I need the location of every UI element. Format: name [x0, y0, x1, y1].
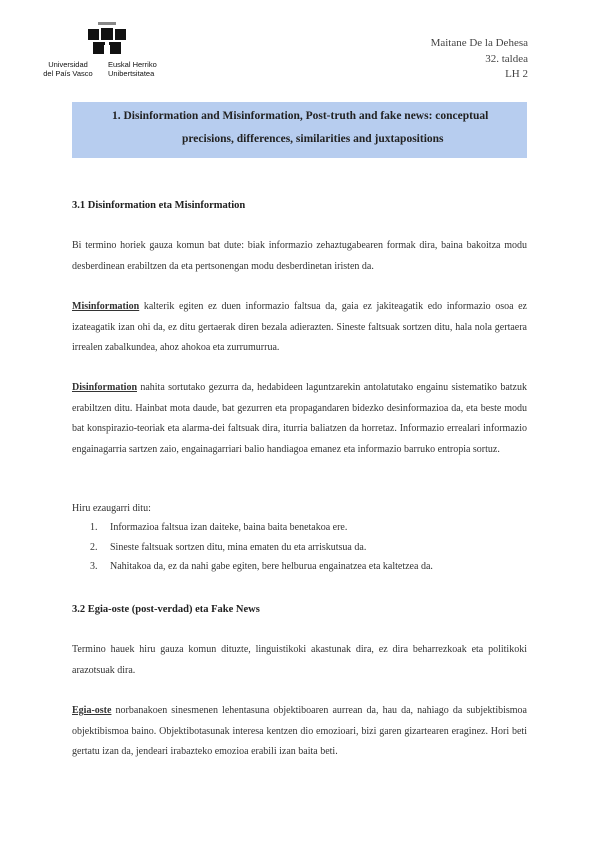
section-title-box — [72, 102, 527, 158]
university-name-es: Universidad del País Vasco — [43, 60, 93, 78]
course-label: LH 2 — [505, 68, 528, 80]
title-line-1: 1. Disinformation and Misinformation, Post-truth and fake news: conceptual — [112, 110, 489, 122]
heading-3-2: 3.2 Egia-oste (post-verdad) eta Fake News — [72, 604, 260, 615]
header-info — [431, 36, 528, 83]
paragraph-egia-oste: Egia-oste norbanakoen sinesmenen lehentasuna objektiboaren aurrean da, hau da, nahiago da subjektibismoa objektibismoa baino. Objektibotasunak interesa kentzen dio emozioari, bizi garen gizartearen eraginez. Hori beti gertatu izan da, jendeari irabazteko emozioa erabili izan baita beti. — [72, 705, 527, 757]
university-name-eu: Euskal Herriko Unibertsitatea — [108, 60, 157, 78]
term-egia-oste: Egia-oste — [72, 705, 112, 716]
title-line-2: precisions, differences, similarities and juxtapositions — [182, 133, 444, 145]
group-label: 32. taldea — [485, 52, 528, 65]
author-name: Maitane De la Dehesa — [430, 37, 528, 49]
features-list — [90, 522, 433, 581]
list-item: 3. Nahitakoa da, ez da nahi gabe egiten, bere helburua engainatzea eta kaltetzea da. — [90, 561, 433, 572]
list-item: 1. Informazioa faltsua izan daiteke, baina baita benetakoa ere. — [90, 522, 348, 533]
term-misinformation: Misinformation — [72, 301, 140, 312]
university-logo — [38, 20, 178, 82]
heading-3-1: 3.1 Disinformation eta Misinformation — [72, 200, 246, 211]
paragraph-intro-3-2: Termino hauek hiru gauza komun dituzte, linguistikoki akastunak dira, ez dira beharrezkoak eta politikoki arazotsuak dira. — [72, 644, 527, 676]
features-intro: Hiru ezaugarri ditu: — [72, 503, 151, 514]
term-disinformation: Disinformation — [72, 382, 137, 393]
paragraph-intro-3-1: Bi termino horiek gauza komun bat dute: biak informazio zehaztugabearen formak dira, baina bakoitza modu desberdinean erabiltzen da eta pertsonengan modu desberdinetan iristen da. — [72, 240, 527, 272]
paragraph-misinformation: Misinformation kalterik egiten ez duen informazio faltsua da, gaia ez jakiteagatik edo informazio osoa ez izateagatik izan ohi da, ez ditu gertaerak diren bezala adierazten. Sineste faltsuak sortzen ditu, hala nola gertaera irrealen zabalkundea, ahoz ahokoa eta zurrumurrua. — [72, 301, 527, 353]
paragraph-disinformation: Disinformation nahita sortutako gezurra da, hedabideen laguntzarekin antolatutako engainu sistematiko batzuk erabiltzen ditu. Hainbat mota daude, bat gezurren eta propagandaren bidezko desinformazioa da, eta beste modu bat konspirazio-teoriak eta alarma-dei faltsuak dira, iturria baliatzen da horretaz. Informazio errealari informazio engainagarria sartzen zaio, engainagarriari balio handiagoa emanez eta informazio barruko entropia sortuz. — [72, 382, 527, 455]
list-item: 2. Sineste faltsuak sortzen ditu, mina ematen du eta arriskutsua da. — [90, 541, 367, 553]
upv-ehu-emblem-icon — [84, 20, 130, 60]
